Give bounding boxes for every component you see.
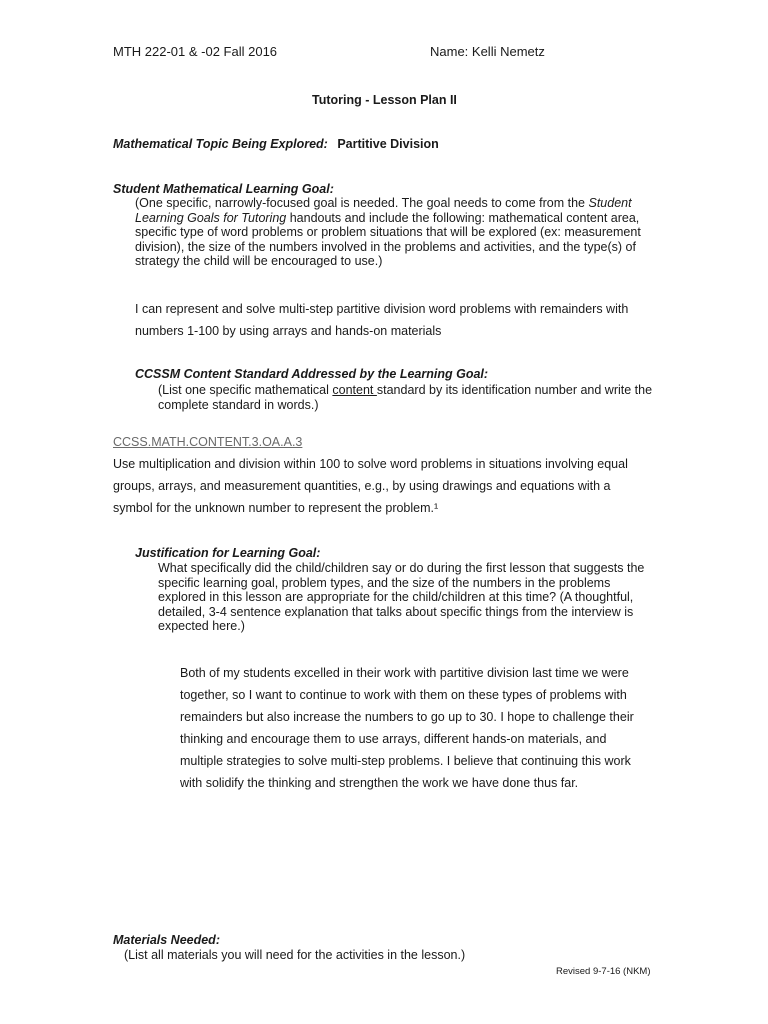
- justification-instructions: What specifically did the child/children say or do during the first lesson that suggests the specific learning goal, problem types, and the size of the numbers in the problems explored in this lesson are appropriate for the child/children at this time? (A thoughtful, detailed, 3-4 sentence explanation that talks about specific things from the interview is expected here.): [158, 561, 645, 633]
- topic-label: Mathematical Topic Being Explored:: [113, 137, 328, 151]
- topic-value: Partitive Division: [337, 137, 439, 151]
- revision-note: Revised 9-7-16 (NKM): [556, 966, 651, 977]
- standard-code-link[interactable]: CCSS.MATH.CONTENT.3.OA.A.3: [113, 435, 303, 449]
- goal-heading: Student Mathematical Learning Goal:: [113, 182, 334, 196]
- student-name: Name: Kelli Nemetz: [430, 44, 545, 59]
- course-header: MTH 222-01 & -02 Fall 2016: [113, 44, 278, 59]
- materials-instructions: (List all materials you will need for the activities in the lesson.): [124, 948, 466, 962]
- document-title: Tutoring - Lesson Plan II: [312, 93, 457, 107]
- topic-line: [113, 137, 439, 151]
- materials-heading: Materials Needed:: [113, 933, 220, 947]
- standard-instructions: (List one specific mathematical content standard by its identification number and write the complete standard in words.): [158, 383, 653, 412]
- standard-text: Use multiplication and division within 100 to solve word problems in situations involving equal groups, arrays, and measurement quantities, e.g., by using drawings and equations with a symbol for the unknown number to represent the problem.¹: [113, 457, 628, 515]
- goal-instructions: (One specific, narrowly-focused goal is needed. The goal needs to come from the Student Learning Goals for Tutoring handouts and include the following: mathematical content area, specific type of word problems or problem situations that will be explored (ex: measurement division), the size of the numbers involved in the problems and activities, and the type(s) of strategy the child will be encouraged to use.): [135, 196, 641, 268]
- justification-answer: Both of my students excelled in their work with partitive division last time we were together, so I want to continue to work with them on these types of problems with remainders but also increase the numbers to go up to 30. I hope to challenge their thinking and encourage them to use arrays, different hands-on materials, and multiple strategies to solve multi-step problems. I believe that continuing this work with solidify the thinking and strengthen the work we have done thus far.: [180, 666, 634, 790]
- goal-answer: I can represent and solve multi-step partitive division word problems with remainders with numbers 1-100 by using arrays and hands-on materials: [135, 302, 629, 338]
- standard-heading: CCSSM Content Standard Addressed by the Learning Goal:: [135, 367, 489, 381]
- justification-heading: Justification for Learning Goal:: [135, 546, 321, 560]
